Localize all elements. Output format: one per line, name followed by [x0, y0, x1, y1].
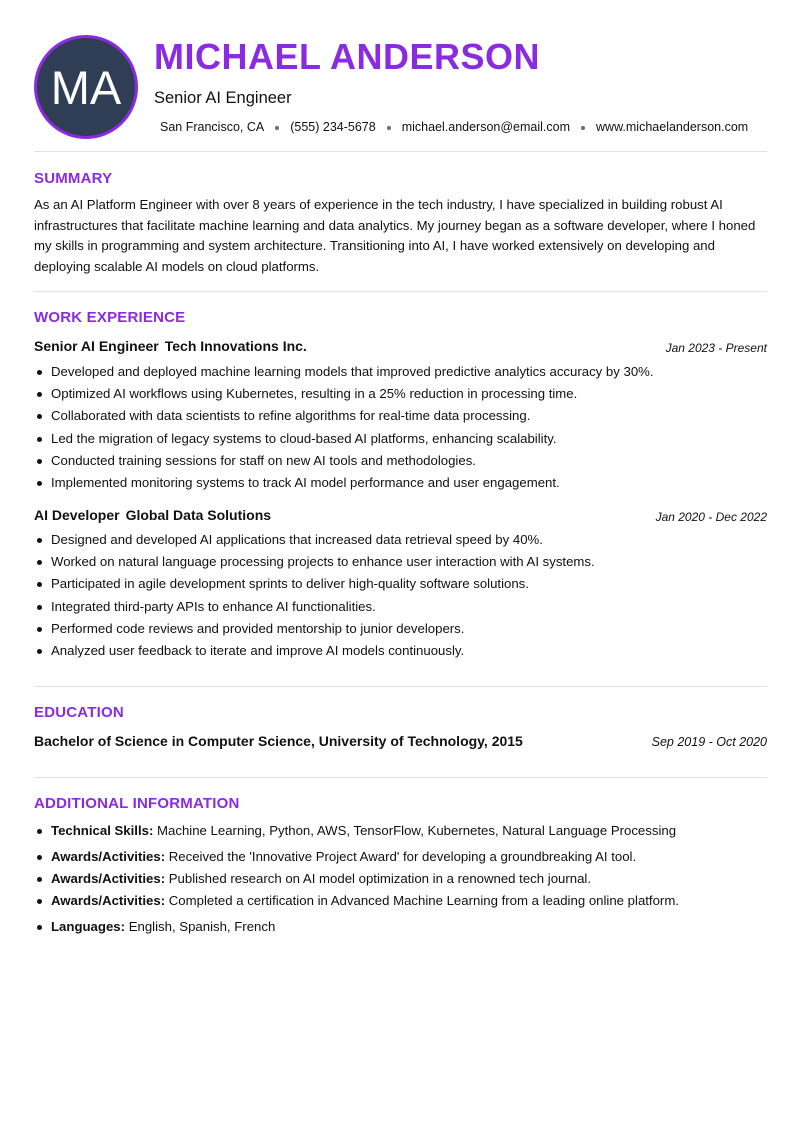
- job-bullets: [34, 363, 767, 496]
- contact-row: [160, 120, 748, 134]
- list-item: Analyzed user feedback to iterate and improve AI models continuously.: [34, 642, 767, 664]
- info-value: Published research on AI model optimization in a renowned tech journal.: [168, 871, 592, 886]
- summary-heading: SUMMARY: [34, 170, 113, 187]
- education-heading: EDUCATION: [34, 704, 124, 721]
- job-company: Tech Innovations Inc.: [164, 338, 307, 354]
- job-company: Global Data Solutions: [125, 507, 272, 523]
- info-label: Awards/Activities:: [51, 871, 166, 886]
- list-item: Collaborated with data scientists to refine algorithms for real-time data processing.: [34, 407, 767, 429]
- list-item: Designed and developed AI applications that increased data retrieval speed by 40%.: [34, 531, 767, 553]
- info-value: Machine Learning, Python, AWS, TensorFlow, Kubernetes, Natural Language Processing: [157, 823, 677, 838]
- contact-separator: [275, 126, 279, 130]
- info-value: Received the 'Innovative Project Award' for developing a groundbreaking AI tool.: [168, 849, 637, 864]
- list-item: Integrated third-party APIs to enhance AI functionalities.: [34, 598, 767, 620]
- info-label: Languages:: [51, 919, 126, 934]
- info-label: Awards/Activities:: [51, 849, 166, 864]
- work-experience-heading: WORK EXPERIENCE: [34, 309, 186, 326]
- contact-location: San Francisco, CA: [160, 120, 265, 134]
- list-item: Participated in agile development sprints to deliver high-quality software solutions.: [34, 575, 767, 597]
- additional-information-list: [34, 822, 767, 940]
- job-dates: Jan 2023 - Present: [665, 341, 767, 355]
- contact-separator: [387, 126, 391, 130]
- list-item: Performed code reviews and provided mentorship to junior developers.: [34, 620, 767, 642]
- education-row: [34, 733, 767, 753]
- additional-information-heading: ADDITIONAL INFORMATION: [34, 795, 240, 812]
- list-item: Worked on natural language processing projects to enhance user interaction with AI systems.: [34, 553, 767, 575]
- list-item: [34, 918, 767, 940]
- list-item: [34, 870, 767, 892]
- divider: [34, 291, 767, 292]
- list-item: Led the migration of legacy systems to cloud-based AI platforms, enhancing scalability.: [34, 430, 767, 452]
- avatar-initials: MA: [50, 60, 122, 114]
- list-item: [34, 892, 767, 918]
- candidate-name: MICHAEL ANDERSON: [154, 36, 541, 77]
- job-role: Senior AI Engineer: [34, 338, 159, 354]
- list-item: Conducted training sessions for staff on new AI tools and methodologies.: [34, 452, 767, 474]
- list-item: [34, 848, 767, 870]
- list-item: Implemented monitoring systems to track AI model performance and user engagement.: [34, 474, 767, 496]
- divider: [34, 151, 767, 152]
- candidate-title: Senior AI Engineer: [154, 89, 292, 107]
- job-title: [34, 507, 271, 523]
- job-header: [34, 338, 767, 358]
- divider: [34, 777, 767, 778]
- divider: [34, 686, 767, 687]
- summary-text: As an AI Platform Engineer with over 8 years of experience in the tech industry, I have specialized in building robust AI infrastructures that facilitate machine learning and data analytics. My journey began as a software developer, where I honed my skills in programming and system architecture. Transitioning into AI, I have worked extensively on developing and deploying scalable AI models on cloud platforms.: [34, 197, 756, 274]
- job-title: [34, 338, 307, 354]
- contact-separator: [581, 126, 585, 130]
- education-degree: Bachelor of Science in Computer Science, University of Technology, 2015: [34, 733, 523, 749]
- job-role: AI Developer: [34, 507, 120, 523]
- job-bullets: [34, 531, 767, 664]
- info-value: Completed a certification in Advanced Machine Learning from a leading online platform.: [168, 893, 679, 908]
- list-item: Developed and deployed machine learning models that improved predictive analytics accuracy by 30%.: [34, 363, 767, 385]
- info-label: Technical Skills:: [51, 823, 154, 838]
- info-value: English, Spanish, French: [128, 919, 276, 934]
- contact-website: www.michaelanderson.com: [596, 120, 749, 134]
- job-dates: Jan 2020 - Dec 2022: [655, 510, 767, 524]
- contact-email: michael.anderson@email.com: [401, 120, 571, 134]
- avatar: [34, 35, 138, 139]
- education-dates: Sep 2019 - Oct 2020: [651, 735, 767, 749]
- info-label: Awards/Activities:: [51, 893, 166, 908]
- contact-phone: (555) 234-5678: [290, 120, 376, 134]
- job-header: [34, 507, 767, 527]
- list-item: [34, 822, 767, 848]
- list-item: Optimized AI workflows using Kubernetes, resulting in a 25% reduction in processing time.: [34, 385, 767, 407]
